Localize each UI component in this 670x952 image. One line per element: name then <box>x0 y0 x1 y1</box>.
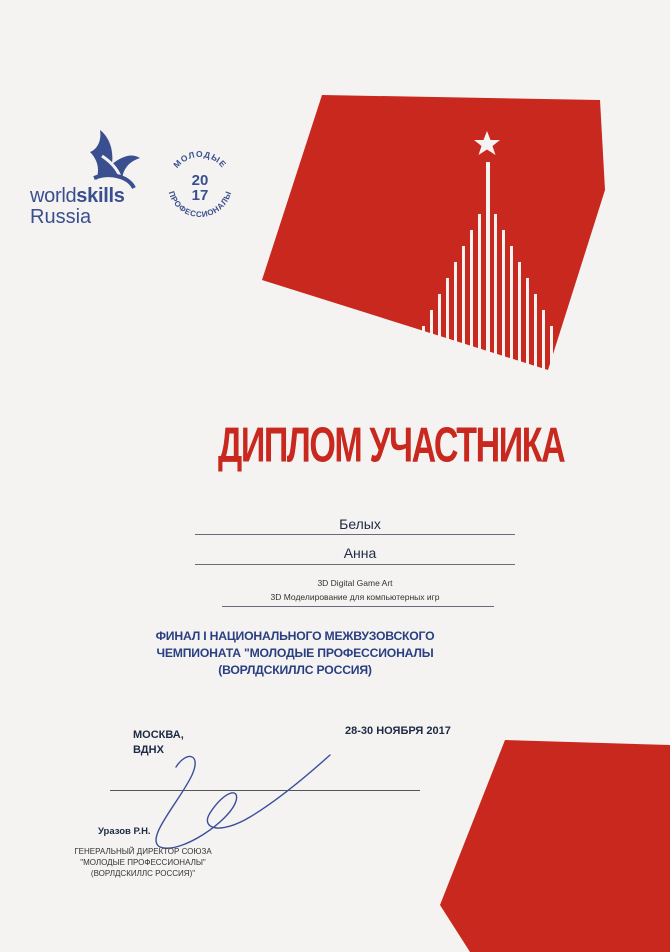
diploma-title: ДИПЛОМ УЧАСТНИКА <box>218 418 565 474</box>
skyline-stripe <box>430 310 433 376</box>
skyline-stripe <box>595 335 598 376</box>
skyline-stripe <box>486 162 490 376</box>
skyline-stripe <box>338 336 341 376</box>
top-red-shape <box>262 95 605 370</box>
signatory-position <box>68 846 218 879</box>
skyline-stripe <box>392 334 395 376</box>
skyline-stripe <box>374 348 377 376</box>
worldskills-wordmark <box>30 186 125 227</box>
skyline-stripe <box>577 335 580 376</box>
skyline-stripe <box>518 262 521 376</box>
event-line-3: (ВОРЛДСКИЛЛС РОССИЯ) <box>218 663 372 677</box>
skyline-stripe <box>401 337 404 376</box>
skyline-stripe <box>446 278 449 376</box>
location-venue: ВДНХ <box>133 744 164 756</box>
skyline-stripe <box>586 344 589 376</box>
worldskills-word: world <box>30 185 77 207</box>
skyline-stripe <box>414 342 417 376</box>
participant-surname: Белых <box>339 516 381 532</box>
worldskills-bold: skills <box>76 185 125 207</box>
location-city: МОСКВА, <box>133 729 184 741</box>
badge-year-bottom: 17 <box>191 187 209 204</box>
skyline-stripe <box>454 262 457 376</box>
worldskills-region: Russia <box>30 206 92 228</box>
skyline-stripe <box>502 230 505 376</box>
skyline-stripe <box>526 278 529 376</box>
signatory-name: Уразов Р.Н. <box>98 826 151 837</box>
skyline-stripe <box>356 342 359 376</box>
event-line-2: ЧЕМПИОНАТА "МОЛОДЫЕ ПРОФЕССИОНАЛЫ <box>156 646 434 660</box>
skyline-stripe <box>542 310 545 376</box>
young-professionals-badge-icon <box>160 145 240 225</box>
position-line-3: (ВОРЛДСКИЛЛС РОССИЯ)" <box>90 869 196 878</box>
participant-name: Анна <box>343 545 377 561</box>
name-underline <box>195 564 515 565</box>
badge-top-text: МОЛОДЫЕ <box>171 148 229 170</box>
skyline-stripe <box>383 331 386 376</box>
skyline-stripe <box>347 339 350 376</box>
skyline-stripe <box>462 246 465 376</box>
badge-bottom-text: ПРОФЕССИОНАЛЫ <box>166 189 234 220</box>
skyline-stripe <box>478 214 481 376</box>
skyline-stripe <box>568 344 571 376</box>
competence-underline <box>222 606 494 607</box>
skyline-stripe <box>470 230 473 376</box>
badge-year-top: 20 <box>191 172 209 189</box>
svg-text:МОЛОДЫЕ <box>171 149 229 170</box>
skyline-stripe <box>438 294 441 376</box>
skyline-stripe <box>494 214 497 376</box>
handwritten-signature <box>140 735 340 855</box>
position-line-1: ГЕНЕРАЛЬНЫЙ ДИРЕКТОР СОЮЗА <box>74 847 212 856</box>
position-line-2: "МОЛОДЫЕ ПРОФЕССИОНАЛЫ" <box>80 858 206 867</box>
skyline-stripe <box>365 345 368 376</box>
competence-english: 3D Digital Game Art <box>317 578 393 588</box>
skyline-stripe <box>422 326 425 376</box>
skyline-stripe <box>320 330 323 376</box>
event-title <box>135 628 455 679</box>
event-line-1: ФИНАЛ I НАЦИОНАЛЬНОГО МЕЖВУЗОВСКОГО <box>155 629 435 643</box>
skyline-stripe <box>558 342 561 376</box>
skyline-stripe <box>550 326 553 376</box>
bottom-red-shape <box>440 740 670 952</box>
surname-underline <box>195 534 515 535</box>
worldskills-brand-line <box>30 186 125 206</box>
competence-russian: 3D Моделирование для компьютерных игр <box>270 592 440 602</box>
event-date: 28-30 НОЯБРЯ 2017 <box>345 725 451 737</box>
skyline-stripe <box>534 294 537 376</box>
skyline-stripe <box>510 246 513 376</box>
skyline-stripe <box>329 333 332 376</box>
